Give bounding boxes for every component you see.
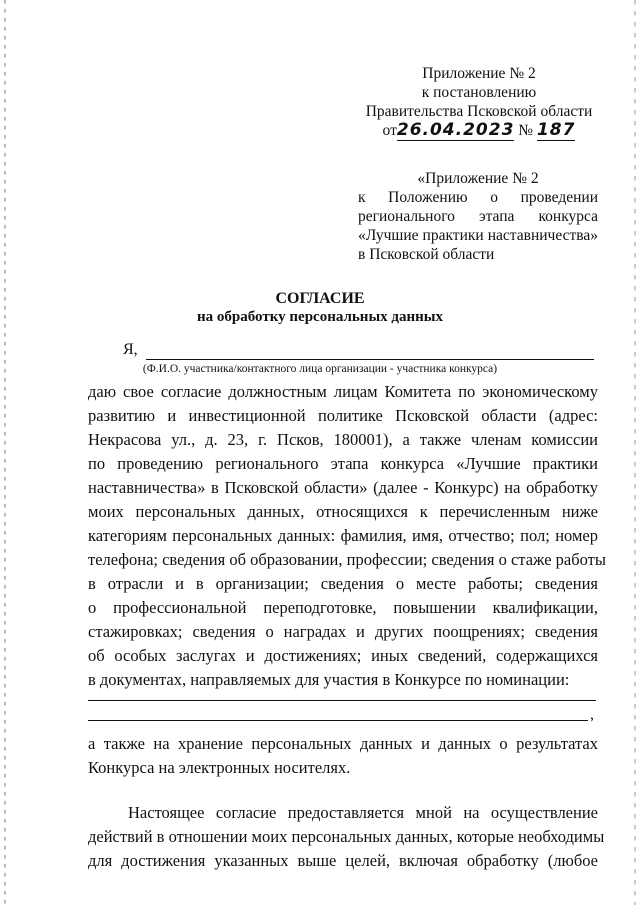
- body-line: для достижения указанных выше целей, включая обработку (любое: [88, 851, 598, 870]
- consent-paragraph-2: [88, 732, 598, 780]
- body-line: Конкурса на электронных носителях.: [88, 758, 351, 777]
- name-hint: (Ф.И.О. участника/контактного лица организации - участника конкурса): [142, 363, 498, 375]
- appendix-2-line-4: «Лучшие практики наставничества»: [358, 227, 598, 244]
- body-line: развитию и инвестиционной политике Псковской области (адрес:: [88, 406, 598, 425]
- document-subtitle: на обработку персональных данных: [197, 309, 443, 325]
- scan-edge-left: [4, 0, 6, 905]
- body-line: по проведению регионального этапа конкурса «Лучшие практики: [88, 454, 598, 473]
- body-line: наставничества» в Псковской области» (далее - Конкурс) на обработку: [88, 478, 598, 497]
- nomination-fill-line-2: [88, 720, 588, 721]
- consent-paragraph-3: [88, 801, 605, 873]
- order-date: 26.04.2023: [396, 120, 515, 140]
- appendix-line-1: Приложение № 2: [422, 65, 536, 82]
- body-line: а также на хранение персональных данных и данных о результатах: [88, 734, 598, 753]
- appendix-2-line-3: регионального этапа конкурса: [358, 208, 598, 225]
- body-line: категориям персональных данных: фамилия, имя, отчество; пол; номер: [88, 526, 598, 545]
- body-line: в отрасли и в организации; сведения о месте работы; сведения: [88, 574, 598, 593]
- document-title: СОГЛАСИЕ: [275, 290, 365, 307]
- body-line: стажировках; сведения о наградах и других поощрениях; сведения: [88, 622, 598, 641]
- fill-comma: ,: [590, 706, 594, 723]
- ya-label: Я,: [123, 341, 138, 358]
- appendix-line-2: к постановлению: [421, 84, 537, 101]
- scan-edge-right: [634, 0, 636, 905]
- body-line: действий в отношении моих персональных данных, которые необходимы: [88, 827, 605, 846]
- order-number-label: №: [518, 122, 534, 139]
- body-line: моих персональных данных, относящихся к перечисленным ниже: [88, 502, 598, 521]
- appendix-2-line-5: в Псковской области: [358, 246, 495, 263]
- body-line: Настоящее согласие предоставляется мной на осуществление: [128, 803, 598, 822]
- body-line: в документах, направляемых для участия в Конкурсе по номинации:: [88, 670, 570, 689]
- appendix-2-block: [358, 169, 598, 264]
- consent-paragraph-1: [88, 380, 606, 692]
- body-line: даю свое согласие должностным лицам Комитета по экономическому: [88, 382, 598, 401]
- order-prefix: от: [382, 122, 397, 139]
- body-line: Некрасова ул., д. 23, г. Псков, 180001), а также членам комиссии: [88, 430, 598, 449]
- appendix-line-3: Правительства Псковской области: [365, 103, 593, 120]
- order-line: [364, 121, 594, 145]
- body-line: телефона; сведения об образовании, профессии; сведения о стаже работы: [88, 550, 606, 569]
- order-number: 187: [536, 120, 576, 140]
- name-fill-line: [146, 359, 594, 360]
- appendix-2-line-1: «Приложение № 2: [417, 170, 539, 187]
- appendix-2-line-2: к Положению о проведении: [358, 189, 598, 206]
- body-line: о профессиональной переподготовке, повышении квалификации,: [88, 598, 598, 617]
- body-line: об особых заслугах и достижениях; иных сведений, содержащихся: [88, 646, 598, 665]
- appendix-header: [364, 64, 594, 145]
- nomination-fill-line-1: [88, 700, 596, 701]
